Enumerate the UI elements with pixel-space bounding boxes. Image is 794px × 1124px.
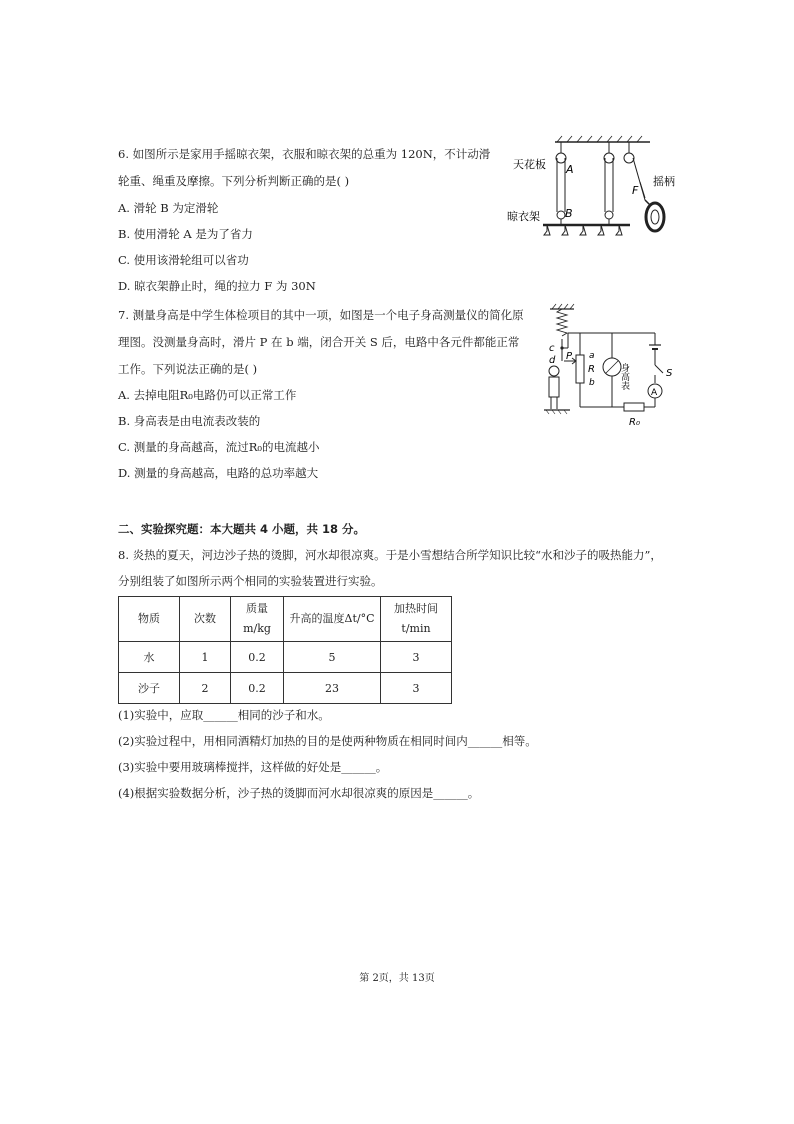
- switch-s-label: S: [666, 368, 673, 379]
- force-f-label: F: [632, 184, 639, 197]
- table-cell: 水: [119, 642, 180, 673]
- q7-circuit-figure: [540, 303, 695, 433]
- q7-option-d: D. 测量的身高越高，电路的总功率越大: [118, 466, 319, 480]
- q6-clothes-rack-figure: [505, 132, 685, 252]
- page-footer: 第 2页，共 13页: [359, 973, 435, 984]
- table-header-row: [119, 597, 452, 642]
- table-cell: 3: [381, 642, 452, 673]
- table-cell: 3: [381, 673, 452, 704]
- q7-stem-line2: 理图。没测量身高时，滑片 P 在 b 端，闭合开关 S 后，电路中各元件都能正常: [118, 335, 520, 349]
- ammeter-label: A: [651, 388, 658, 398]
- q8-sub-3: (3)实验中要用玻璃棒搅拌，这样做的好处是______。: [118, 760, 388, 774]
- table-cell: 沙子: [119, 673, 180, 704]
- b-label: b: [589, 378, 595, 388]
- q8-data-table: [118, 596, 452, 704]
- table-header-cell: 质量 m/kg: [231, 597, 284, 642]
- p-label: P: [566, 351, 573, 362]
- c-label: c: [549, 343, 555, 354]
- handle-label: 摇柄: [653, 175, 675, 188]
- q6-stem-line1: 6. 如图所示是家用手摇晾衣架，衣服和晾衣架的总重为 120N，不计动滑: [118, 147, 491, 161]
- table-cell: 0.2: [231, 642, 284, 673]
- meter-label: 身高表: [619, 363, 629, 390]
- q8-sub-1: (1)实验中，应取______相同的沙子和水。: [118, 708, 330, 722]
- q8-sub-2: (2)实验过程中，用相同酒精灯加热的目的是使两种物质在相同时间内______相等。: [118, 734, 537, 748]
- q6-stem-line2: 轮重、绳重及摩擦。下列分析判断正确的是( ): [118, 174, 350, 188]
- r-label: R: [588, 364, 595, 375]
- q7-stem-line3: 工作。下列说法正确的是( ): [118, 362, 258, 376]
- q7-option-b: B. 身高表是由电流表改装的: [118, 414, 261, 428]
- q8-stem-line1: 8. 炎热的夏天，河边沙子热的烫脚，河水却很凉爽。于是小雪想结合所学知识比较“水和沙子的吸热能力”，: [118, 548, 662, 562]
- r0-label: R₀: [629, 417, 640, 428]
- q7-option-a: A. 去掉电阻R₀电路仍可以正常工作: [118, 388, 297, 402]
- q6-option-b: B. 使用滑轮 A 是为了省力: [118, 227, 253, 241]
- table-cell: 0.2: [231, 673, 284, 704]
- rack-label: 晾衣架: [507, 210, 540, 223]
- q8-stem-line2: 分别组装了如图所示两个相同的实验装置进行实验。: [118, 574, 383, 588]
- pulley-a-label: A: [566, 163, 574, 176]
- a-label: a: [589, 351, 595, 361]
- table-header-cell: 升高的温度Δt/°C: [284, 597, 381, 642]
- table-row: [119, 642, 452, 673]
- table-cell: 2: [180, 673, 231, 704]
- q6-option-c: C. 使用该滑轮组可以省功: [118, 253, 249, 267]
- table-cell: 1: [180, 642, 231, 673]
- q6-option-d: D. 晾衣架静止时，绳的拉力 F 为 30N: [118, 279, 316, 293]
- table-header-cell: 加热时间 t/min: [381, 597, 452, 642]
- q7-stem-line1: 7. 测量身高是中学生体检项目的其中一项，如图是一个电子身高测量仪的简化原: [118, 308, 524, 322]
- pulley-b-label: B: [565, 207, 573, 220]
- d-label: d: [549, 355, 556, 366]
- table-row: [119, 673, 452, 704]
- table-cell: 5: [284, 642, 381, 673]
- q7-option-c: C. 测量的身高越高，流过R₀的电流越小: [118, 440, 320, 454]
- table-header-cell: 次数: [180, 597, 231, 642]
- q6-option-a: A. 滑轮 B 为定滑轮: [118, 201, 219, 215]
- q8-sub-4: (4)根据实验数据分析，沙子热的烫脚而河水却很凉爽的原因是______。: [118, 786, 480, 800]
- table-cell: 23: [284, 673, 381, 704]
- ceiling-label: 天花板: [513, 158, 546, 171]
- table-header-cell: 物质: [119, 597, 180, 642]
- section-2-heading: 二、实验探究题：本大题共 4 小题，共 18 分。: [118, 522, 366, 536]
